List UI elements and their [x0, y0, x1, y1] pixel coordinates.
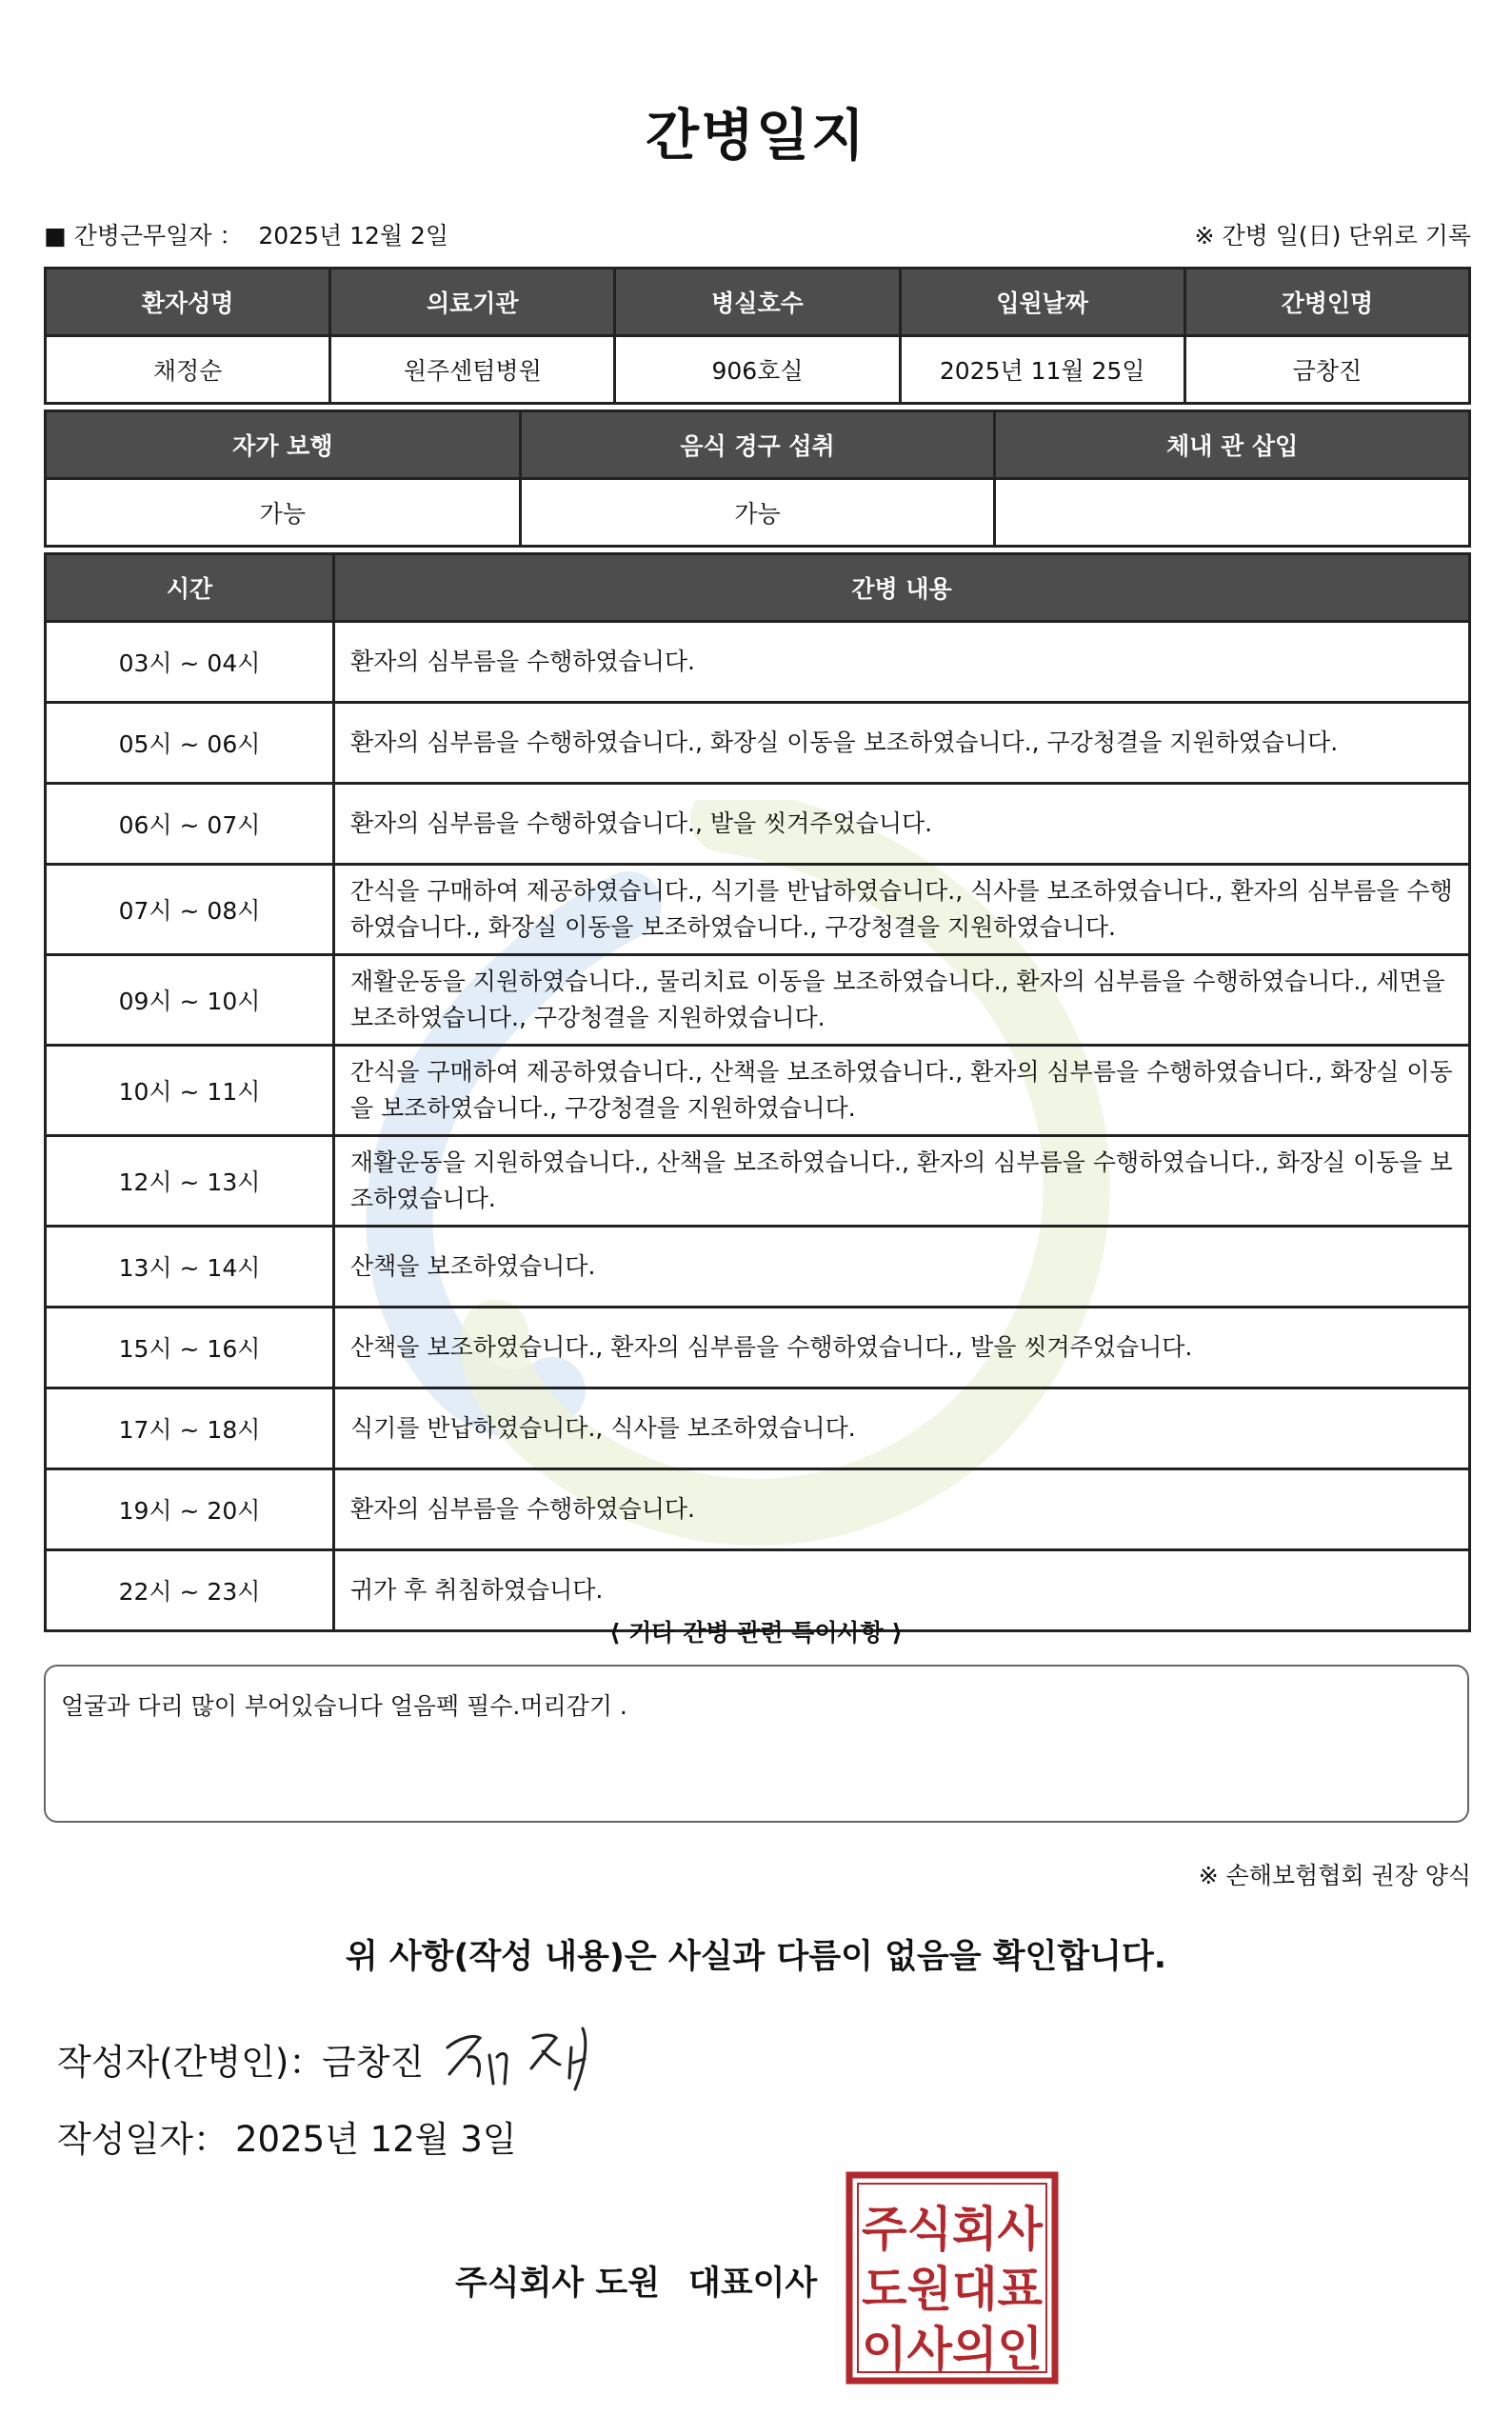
work-date-label: ■ 간병근무일자 ：	[44, 222, 244, 250]
care-content-cell: 간식을 구매하여 제공하였습니다., 산책을 보조하였습니다., 환자의 심부름을 수행하였습니다., 화장실 이동을 보조하였습니다., 구강청결을 지원하였습니다.	[334, 1046, 1470, 1136]
patient-status-table	[44, 409, 1471, 548]
writer-label: 작성자(간병인)：	[57, 2042, 325, 2083]
work-date-line	[44, 217, 448, 251]
table-row	[46, 1046, 1470, 1136]
table-row	[46, 1227, 1470, 1308]
table-row	[46, 336, 1470, 404]
time-cell: 07시 ~ 08시	[46, 865, 334, 955]
table-row	[46, 1136, 1470, 1227]
seal-text-line: 이사의인	[862, 2322, 1043, 2377]
table-row	[46, 784, 1470, 865]
table-row	[46, 1469, 1470, 1550]
patient-name: 채정순	[46, 336, 330, 404]
time-cell: 09시 ~ 10시	[46, 955, 334, 1046]
company-title: 대표이사	[688, 2265, 818, 2303]
table-row	[46, 622, 1470, 703]
header-caregiver: 간병인명	[1184, 269, 1469, 336]
care-content-cell: 산책을 보조하였습니다., 환자의 심부름을 수행하였습니다., 발을 씻겨주었습니다.	[334, 1308, 1470, 1388]
patient-info-table	[44, 267, 1471, 405]
care-content-cell: 환자의 심부름을 수행하였습니다.	[334, 622, 1470, 703]
header-patient-name: 환자성명	[46, 269, 330, 336]
time-cell: 10시 ~ 11시	[46, 1046, 334, 1136]
care-log-table	[44, 552, 1471, 1632]
written-date-value: 2025년 12월 3일	[235, 2119, 517, 2160]
time-cell: 12시 ~ 13시	[46, 1136, 334, 1227]
time-cell: 13시 ~ 14시	[46, 1227, 334, 1308]
oral-intake-value: 가능	[520, 479, 995, 547]
care-content-cell: 귀가 후 취침하였습니다.	[334, 1550, 1470, 1631]
page-title: 간병일지	[645, 103, 867, 168]
header-oral-intake: 음식 경구 섭취	[520, 411, 995, 479]
handwritten-signature	[440, 2009, 602, 2091]
notes-box	[44, 1665, 1469, 1823]
admission-date: 2025년 11월 25일	[900, 336, 1184, 404]
written-date-label: 작성일자：	[57, 2119, 229, 2160]
writer-name: 금창진	[322, 2042, 425, 2083]
time-cell: 17시 ~ 18시	[46, 1388, 334, 1469]
time-cell: 22시 ~ 23시	[46, 1550, 334, 1631]
time-cell: 03시 ~ 04시	[46, 622, 334, 703]
table-row	[46, 703, 1470, 784]
header-self-walking: 자가 보행	[46, 411, 521, 479]
table-row	[46, 1388, 1470, 1469]
header-room: 병실호수	[615, 269, 900, 336]
confirmation-statement: 위 사항(작성 내용)은 사실과 다름이 없음을 확인합니다.	[345, 1938, 1167, 1976]
time-cell: 05시 ~ 06시	[46, 703, 334, 784]
table-row	[46, 865, 1470, 955]
header-time: 시간	[46, 554, 334, 622]
header-care-content: 간병 내용	[334, 554, 1470, 622]
care-content-cell: 간식을 구매하여 제공하였습니다., 식기를 반납하였습니다., 식사를 보조하였습니다., 환자의 심부름을 수행하였습니다., 화장실 이동을 보조하였습니다., 구강청결을 지원하였습니다.	[334, 865, 1470, 955]
table-header-row	[46, 269, 1470, 336]
table-header-row	[46, 554, 1470, 622]
work-date-value: 2025년 12월 2일	[258, 222, 449, 250]
care-content-cell: 재활운동을 지원하였습니다., 물리치료 이동을 보조하였습니다., 환자의 심부름을 수행하였습니다., 세면을 보조하였습니다., 구강청결을 지원하였습니다.	[334, 955, 1470, 1046]
caregiver-name: 금창진	[1184, 336, 1469, 404]
care-content-cell: 환자의 심부름을 수행하였습니다., 화장실 이동을 보조하였습니다., 구강청결을 지원하였습니다.	[334, 703, 1470, 784]
company-seal-stamp	[846, 2171, 1059, 2385]
notes-text: 얼굴과 다리 많이 부어있습니다 얼음펙 필수.머리감기 .	[61, 1692, 627, 1720]
header-tube-insertion: 체내 관 삽입	[995, 411, 1470, 479]
time-cell: 19시 ~ 20시	[46, 1469, 334, 1550]
table-row	[46, 479, 1470, 547]
care-content-cell: 식기를 반납하였습니다., 식사를 보조하였습니다.	[334, 1388, 1470, 1469]
care-content-cell: 환자의 심부름을 수행하였습니다.	[334, 1469, 1470, 1550]
form-footnote: ※ 손해보험협회 권장 양식	[1198, 1862, 1471, 1889]
table-header-row	[46, 411, 1470, 479]
care-content-cell: 산책을 보조하였습니다.	[334, 1227, 1470, 1308]
table-row	[46, 955, 1470, 1046]
unit-note: ※ 간병 일(日) 단위로 기록	[1194, 222, 1471, 250]
header-hospital: 의료기관	[330, 269, 615, 336]
self-walking-value: 가능	[46, 479, 521, 547]
tube-insertion-value	[995, 479, 1470, 547]
care-content-cell: 재활운동을 지원하였습니다., 산책을 보조하였습니다., 환자의 심부름을 수행하였습니다., 화장실 이동을 보조하였습니다.	[334, 1136, 1470, 1227]
notes-title: ⟨ 기타 간병 관련 특이사항 ⟩	[609, 1619, 903, 1647]
seal-text-line: 주식회사	[862, 2202, 1044, 2257]
care-content-cell: 환자의 심부름을 수행하였습니다., 발을 씻겨주었습니다.	[334, 784, 1470, 865]
header-admission-date: 입원날짜	[900, 269, 1184, 336]
seal-text-line: 도원대표	[862, 2262, 1044, 2317]
hospital-name: 원주센텀병원	[330, 336, 615, 404]
room-number: 906호실	[615, 336, 900, 404]
table-row	[46, 1308, 1470, 1388]
time-cell: 06시 ~ 07시	[46, 784, 334, 865]
time-cell: 15시 ~ 16시	[46, 1308, 334, 1388]
company-name: 주식회사 도원	[455, 2265, 661, 2303]
